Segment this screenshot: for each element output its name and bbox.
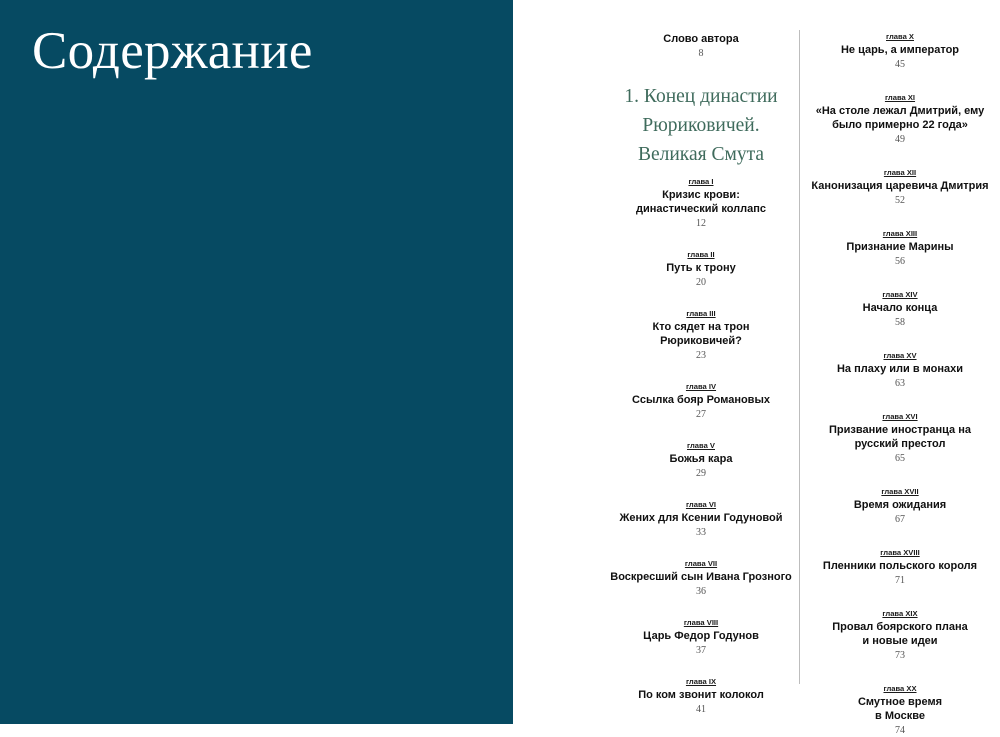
chapter-label: глава I xyxy=(688,177,714,186)
preface-page-number: 8 xyxy=(698,48,704,59)
chapter-title: Божья кара xyxy=(669,453,733,465)
chapter-page-number: 49 xyxy=(895,134,905,145)
chapter-page-number: 37 xyxy=(696,645,706,656)
chapter-title: Время ожидания xyxy=(853,499,947,511)
chapter-title: в Москве xyxy=(875,710,925,722)
chapter-entry[interactable] xyxy=(596,177,806,230)
chapter-title: Начало конца xyxy=(862,302,938,314)
chapter-label: глава IX xyxy=(685,677,717,686)
part-title-line: 1. Конец династии xyxy=(624,86,778,107)
chapter-entry[interactable] xyxy=(795,93,1000,146)
chapter-entry[interactable] xyxy=(795,229,1000,268)
chapter-page-number: 41 xyxy=(696,704,706,715)
chapter-page-number: 63 xyxy=(895,378,905,389)
chapter-title: династический коллапс xyxy=(636,203,766,215)
chapter-label: глава XVIII xyxy=(880,548,920,557)
chapter-page-number: 27 xyxy=(696,409,706,420)
chapter-entry[interactable] xyxy=(596,250,806,289)
chapter-page-number: 20 xyxy=(696,277,706,288)
chapter-title: Смутное время xyxy=(857,696,943,708)
preface-title: Слово автора xyxy=(663,33,739,45)
part-title-line: Рюриковичей. xyxy=(642,115,760,136)
chapter-title: Признание Марины xyxy=(846,241,954,253)
chapter-title: Не царь, а император xyxy=(840,44,960,56)
chapter-entry[interactable] xyxy=(795,351,1000,390)
chapter-entry[interactable] xyxy=(795,168,1000,207)
chapter-label: глава XIII xyxy=(882,229,918,238)
chapter-title: По ком звонит колокол xyxy=(638,689,764,701)
chapter-page-number: 52 xyxy=(895,195,905,206)
chapter-page-number: 23 xyxy=(696,350,706,361)
chapter-entry[interactable] xyxy=(596,618,806,657)
chapter-label: глава XVII xyxy=(881,487,919,496)
chapter-entry[interactable] xyxy=(795,487,1000,526)
chapter-page-number: 73 xyxy=(895,650,905,661)
preface-entry[interactable] xyxy=(596,32,806,60)
chapter-page-number: 74 xyxy=(895,725,905,736)
chapter-entry[interactable] xyxy=(596,677,806,716)
chapter-entry[interactable] xyxy=(596,559,806,598)
chapter-title: Кризис крови: xyxy=(662,189,740,201)
chapter-page-number: 56 xyxy=(895,256,905,267)
chapter-label: глава VIII xyxy=(683,618,719,627)
chapter-title: Призвание иностранца на xyxy=(829,424,971,436)
chapter-entry[interactable] xyxy=(795,412,1000,465)
chapter-title: Ссылка бояр Романовых xyxy=(632,394,770,406)
part-title[interactable] xyxy=(624,82,777,169)
chapter-page-number: 67 xyxy=(895,514,905,525)
chapter-title: Провал боярского плана xyxy=(832,621,968,633)
chapter-label: глава VII xyxy=(684,559,718,568)
chapter-title: Путь к трону xyxy=(666,262,736,274)
chapter-label: глава IV xyxy=(685,382,717,391)
chapter-title: Канонизация царевича Дмитрия xyxy=(811,180,989,192)
chapter-entry[interactable] xyxy=(795,548,1000,587)
chapter-entry[interactable] xyxy=(795,684,1000,737)
chapter-label: глава XVI xyxy=(882,412,918,421)
chapter-page-number: 65 xyxy=(895,453,905,464)
chapter-label: глава XI xyxy=(884,93,916,102)
chapter-label: глава XX xyxy=(883,684,917,693)
chapter-entry[interactable] xyxy=(596,309,806,362)
chapter-entry[interactable] xyxy=(795,609,1000,662)
chapter-label: глава V xyxy=(687,441,715,450)
chapter-entry[interactable] xyxy=(795,32,1000,71)
chapter-page-number: 45 xyxy=(895,59,905,70)
chapter-page-number: 58 xyxy=(895,317,905,328)
chapter-label: глава XIX xyxy=(882,609,918,618)
chapter-label: глава X xyxy=(886,32,914,41)
page-title: Содержание xyxy=(32,22,313,80)
chapter-entry[interactable] xyxy=(795,290,1000,329)
chapter-entry[interactable] xyxy=(596,382,806,421)
chapter-label: глава III xyxy=(686,309,716,318)
chapter-title: «На столе лежал Дмитрий, ему xyxy=(815,105,985,117)
chapter-title: Кто сядет на трон xyxy=(652,321,750,333)
chapter-page-number: 71 xyxy=(895,575,905,586)
chapter-title: было примерно 22 года» xyxy=(832,119,968,131)
chapter-label: глава VI xyxy=(685,500,717,509)
chapter-title: Пленники польского короля xyxy=(822,560,978,572)
chapter-page-number: 12 xyxy=(696,218,706,229)
chapter-entry[interactable] xyxy=(596,441,806,480)
part-title-line: Великая Смута xyxy=(637,144,765,165)
chapter-title: Рюриковичей? xyxy=(660,335,742,347)
chapter-page-number: 29 xyxy=(696,468,706,479)
chapter-label: глава XII xyxy=(883,168,917,177)
chapter-title: На плаху или в монахи xyxy=(836,363,964,375)
contents-column-left xyxy=(596,32,806,716)
chapter-title: Воскресший сын Ивана Грозного xyxy=(610,571,792,583)
chapter-title: и новые идеи xyxy=(862,635,938,647)
chapter-title: Жених для Ксении Годуновой xyxy=(619,512,783,524)
chapter-title: русский престол xyxy=(854,438,946,450)
chapter-page-number: 36 xyxy=(696,586,706,597)
chapter-label: глава II xyxy=(687,250,715,259)
chapter-title: Царь Федор Годунов xyxy=(643,630,759,642)
chapter-entry[interactable] xyxy=(596,500,806,539)
chapter-label: глава XV xyxy=(883,351,917,360)
chapter-page-number: 33 xyxy=(696,527,706,538)
contents-column-right xyxy=(795,32,1000,737)
chapter-label: глава XIV xyxy=(882,290,918,299)
